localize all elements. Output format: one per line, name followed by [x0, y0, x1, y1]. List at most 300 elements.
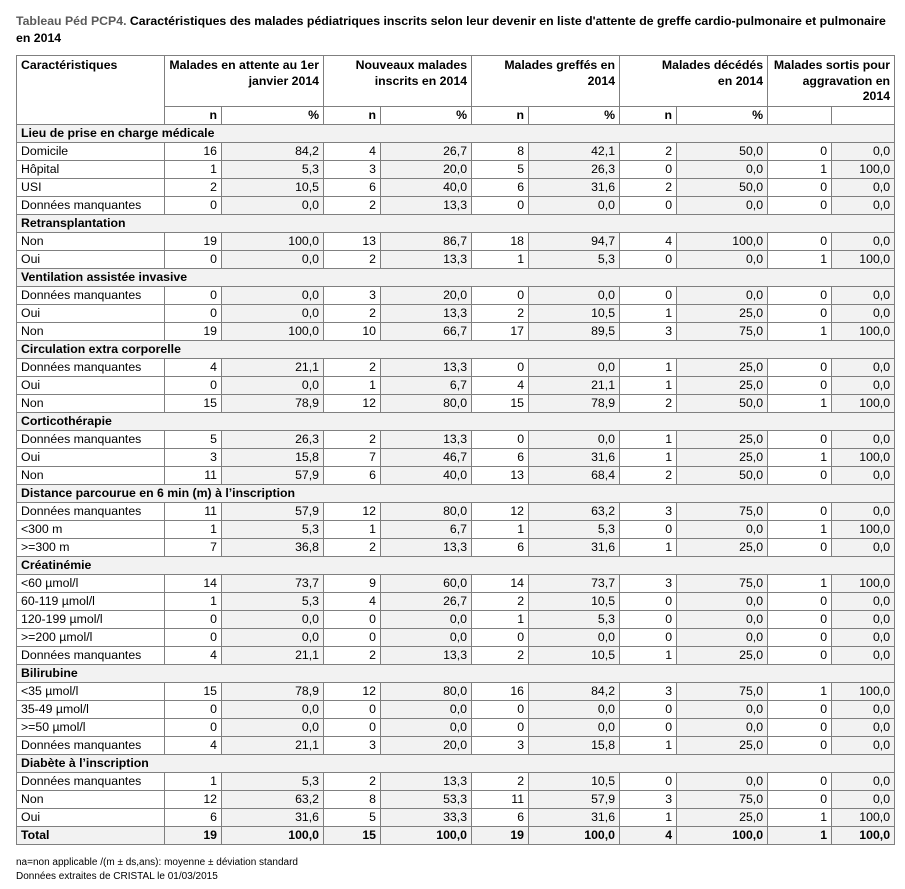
- count-cell: 14: [472, 575, 529, 593]
- row-label: Données manquantes: [17, 737, 165, 755]
- count-cell: 11: [165, 503, 222, 521]
- section-title: Créatinémie: [17, 557, 895, 575]
- count-cell: 1: [768, 521, 832, 539]
- percent-cell: 100,0: [832, 521, 895, 539]
- percent-cell: 0,0: [222, 197, 324, 215]
- percent-cell: 13,3: [381, 359, 472, 377]
- table-row: [17, 143, 895, 161]
- percent-cell: 0,0: [832, 593, 895, 611]
- row-label: Données manquantes: [17, 647, 165, 665]
- count-cell: 0: [768, 647, 832, 665]
- subheader-cell: n: [324, 107, 381, 125]
- percent-cell: 26,7: [381, 143, 472, 161]
- count-cell: 0: [768, 539, 832, 557]
- percent-cell: 0,0: [381, 719, 472, 737]
- count-cell: 1: [620, 737, 677, 755]
- count-cell: 0: [472, 197, 529, 215]
- row-label: >=50 µmol/l: [17, 719, 165, 737]
- section-row: [17, 755, 895, 773]
- percent-cell: 25,0: [677, 431, 768, 449]
- count-cell: 0: [768, 467, 832, 485]
- percent-cell: 31,6: [222, 809, 324, 827]
- percent-cell: 80,0: [381, 395, 472, 413]
- percent-cell: 0,0: [832, 179, 895, 197]
- count-cell: 0: [472, 629, 529, 647]
- count-cell: 0: [768, 143, 832, 161]
- count-cell: 0: [620, 521, 677, 539]
- table-row: [17, 287, 895, 305]
- count-cell: 3: [620, 791, 677, 809]
- count-cell: 3: [165, 449, 222, 467]
- count-cell: 0: [768, 611, 832, 629]
- count-cell: 4: [324, 143, 381, 161]
- subheader-cell: n: [472, 107, 529, 125]
- total-count-cell: 1: [768, 827, 832, 845]
- count-cell: 0: [165, 287, 222, 305]
- percent-cell: 53,3: [381, 791, 472, 809]
- table-caption: Caractéristiques des malades pédiatriques inscrits selon leur devenir en liste d'attente de greffe cardio-pulmonaire et pulmonaire en 2014: [16, 14, 886, 45]
- percent-cell: 5,3: [222, 521, 324, 539]
- table-row: [17, 647, 895, 665]
- percent-cell: 0,0: [529, 287, 620, 305]
- percent-cell: 0,0: [832, 431, 895, 449]
- percent-cell: 0,0: [832, 737, 895, 755]
- percent-cell: 80,0: [381, 503, 472, 521]
- percent-cell: 66,7: [381, 323, 472, 341]
- percent-cell: 0,0: [222, 629, 324, 647]
- subheader-cell: %: [381, 107, 472, 125]
- count-cell: 1: [768, 251, 832, 269]
- percent-cell: 0,0: [529, 359, 620, 377]
- count-cell: 16: [472, 683, 529, 701]
- count-cell: 1: [768, 323, 832, 341]
- percent-cell: 100,0: [832, 575, 895, 593]
- count-cell: 2: [620, 179, 677, 197]
- row-label: 35-49 µmol/l: [17, 701, 165, 719]
- percent-cell: 0,0: [677, 701, 768, 719]
- total-percent-cell: 100,0: [222, 827, 324, 845]
- percent-cell: 0,0: [222, 701, 324, 719]
- section-title: Lieu de prise en charge médicale: [17, 125, 895, 143]
- percent-cell: 0,0: [832, 143, 895, 161]
- percent-cell: 57,9: [222, 503, 324, 521]
- count-cell: 0: [768, 305, 832, 323]
- section-title: Ventilation assistée invasive: [17, 269, 895, 287]
- row-label: <35 µmol/l: [17, 683, 165, 701]
- percent-cell: 46,7: [381, 449, 472, 467]
- section-row: [17, 413, 895, 431]
- count-cell: 0: [768, 701, 832, 719]
- count-cell: 12: [324, 683, 381, 701]
- count-cell: 2: [165, 179, 222, 197]
- count-cell: 9: [324, 575, 381, 593]
- count-cell: 6: [165, 809, 222, 827]
- count-cell: 15: [165, 683, 222, 701]
- header-characteristics: Caractéristiques: [17, 56, 165, 125]
- percent-cell: 0,0: [677, 629, 768, 647]
- percent-cell: 89,5: [529, 323, 620, 341]
- count-cell: 0: [768, 233, 832, 251]
- percent-cell: 25,0: [677, 377, 768, 395]
- count-cell: 6: [324, 179, 381, 197]
- percent-cell: 15,8: [222, 449, 324, 467]
- percent-cell: 50,0: [677, 467, 768, 485]
- percent-cell: 57,9: [529, 791, 620, 809]
- count-cell: 1: [165, 161, 222, 179]
- percent-cell: 0,0: [222, 251, 324, 269]
- percent-cell: 100,0: [222, 233, 324, 251]
- row-label: Oui: [17, 251, 165, 269]
- percent-cell: 0,0: [529, 629, 620, 647]
- percent-cell: 50,0: [677, 179, 768, 197]
- table-row: [17, 737, 895, 755]
- count-cell: 0: [165, 305, 222, 323]
- percent-cell: 25,0: [677, 359, 768, 377]
- section-title: Bilirubine: [17, 665, 895, 683]
- percent-cell: 0,0: [381, 611, 472, 629]
- count-cell: 1: [620, 539, 677, 557]
- table-title: [16, 13, 896, 47]
- count-cell: 5: [165, 431, 222, 449]
- percent-cell: 0,0: [677, 521, 768, 539]
- percent-cell: 75,0: [677, 323, 768, 341]
- percent-cell: 0,0: [677, 773, 768, 791]
- table-row: [17, 503, 895, 521]
- table-row: [17, 359, 895, 377]
- percent-cell: 0,0: [381, 629, 472, 647]
- percent-cell: 31,6: [529, 539, 620, 557]
- percent-cell: 25,0: [677, 305, 768, 323]
- table-label: Tableau Péd PCP4.: [16, 14, 127, 28]
- percent-cell: 13,3: [381, 251, 472, 269]
- percent-cell: 57,9: [222, 467, 324, 485]
- count-cell: 11: [472, 791, 529, 809]
- count-cell: 1: [768, 449, 832, 467]
- count-cell: 4: [165, 647, 222, 665]
- count-cell: 10: [324, 323, 381, 341]
- total-percent-cell: 100,0: [529, 827, 620, 845]
- percent-cell: 25,0: [677, 647, 768, 665]
- percent-cell: 78,9: [222, 683, 324, 701]
- percent-cell: 0,0: [832, 503, 895, 521]
- count-cell: 3: [324, 737, 381, 755]
- percent-cell: 25,0: [677, 539, 768, 557]
- percent-cell: 10,5: [529, 593, 620, 611]
- subheader-cell: %: [222, 107, 324, 125]
- percent-cell: 100,0: [832, 323, 895, 341]
- percent-cell: 0,0: [677, 719, 768, 737]
- table-row: [17, 809, 895, 827]
- count-cell: 4: [165, 737, 222, 755]
- section-title: Distance parcourue en 6 min (m) à l’inscription: [17, 485, 895, 503]
- percent-cell: 5,3: [222, 773, 324, 791]
- percent-cell: 13,3: [381, 773, 472, 791]
- count-cell: 3: [620, 323, 677, 341]
- count-cell: 1: [620, 431, 677, 449]
- count-cell: 19: [165, 233, 222, 251]
- count-cell: 3: [324, 287, 381, 305]
- percent-cell: 100,0: [832, 251, 895, 269]
- section-row: [17, 665, 895, 683]
- percent-cell: 75,0: [677, 791, 768, 809]
- total-count-cell: 19: [472, 827, 529, 845]
- table-row: [17, 629, 895, 647]
- count-cell: 2: [620, 395, 677, 413]
- count-cell: 0: [768, 197, 832, 215]
- row-label: USI: [17, 179, 165, 197]
- percent-cell: 0,0: [677, 197, 768, 215]
- percent-cell: 100,0: [832, 449, 895, 467]
- percent-cell: 21,1: [222, 737, 324, 755]
- count-cell: 0: [324, 629, 381, 647]
- percent-cell: 26,7: [381, 593, 472, 611]
- row-label: Données manquantes: [17, 773, 165, 791]
- count-cell: 2: [620, 143, 677, 161]
- total-label: Total: [17, 827, 165, 845]
- percent-cell: 10,5: [529, 773, 620, 791]
- total-count-cell: 15: [324, 827, 381, 845]
- count-cell: 1: [165, 773, 222, 791]
- percent-cell: 0,0: [529, 197, 620, 215]
- row-label: Données manquantes: [17, 359, 165, 377]
- percent-cell: 50,0: [677, 395, 768, 413]
- count-cell: 0: [165, 251, 222, 269]
- table-row: [17, 719, 895, 737]
- row-label: Oui: [17, 377, 165, 395]
- subheader-cell: [832, 107, 895, 125]
- subheader-cell: %: [677, 107, 768, 125]
- count-cell: 2: [324, 539, 381, 557]
- count-cell: 18: [472, 233, 529, 251]
- count-cell: 7: [165, 539, 222, 557]
- count-cell: 2: [472, 773, 529, 791]
- count-cell: 0: [768, 791, 832, 809]
- row-label: Non: [17, 467, 165, 485]
- count-cell: 2: [324, 773, 381, 791]
- percent-cell: 78,9: [222, 395, 324, 413]
- percent-cell: 31,6: [529, 449, 620, 467]
- section-row: [17, 557, 895, 575]
- count-cell: 13: [472, 467, 529, 485]
- percent-cell: 26,3: [222, 431, 324, 449]
- count-cell: 0: [620, 773, 677, 791]
- count-cell: 0: [768, 377, 832, 395]
- percent-cell: 5,3: [529, 521, 620, 539]
- count-cell: 0: [768, 773, 832, 791]
- percent-cell: 0,0: [832, 773, 895, 791]
- percent-cell: 75,0: [677, 575, 768, 593]
- count-cell: 8: [324, 791, 381, 809]
- total-row: [17, 827, 895, 845]
- header-aggravation: Malades sortis pour aggravation en 2014: [768, 56, 895, 107]
- count-cell: 0: [165, 611, 222, 629]
- row-label: >=200 µmol/l: [17, 629, 165, 647]
- count-cell: 5: [324, 809, 381, 827]
- count-cell: 1: [620, 359, 677, 377]
- count-cell: 2: [620, 467, 677, 485]
- count-cell: 5: [472, 161, 529, 179]
- percent-cell: 100,0: [222, 323, 324, 341]
- percent-cell: 21,1: [222, 647, 324, 665]
- count-cell: 1: [620, 377, 677, 395]
- percent-cell: 78,9: [529, 395, 620, 413]
- percent-cell: 20,0: [381, 161, 472, 179]
- count-cell: 0: [620, 719, 677, 737]
- percent-cell: 25,0: [677, 809, 768, 827]
- row-label: Domicile: [17, 143, 165, 161]
- table-row: [17, 521, 895, 539]
- percent-cell: 40,0: [381, 179, 472, 197]
- table-body: [17, 125, 895, 845]
- table-row: [17, 539, 895, 557]
- count-cell: 0: [768, 359, 832, 377]
- percent-cell: 0,0: [222, 611, 324, 629]
- count-cell: 0: [472, 701, 529, 719]
- percent-cell: 0,0: [832, 719, 895, 737]
- count-cell: 0: [768, 503, 832, 521]
- count-cell: 0: [472, 719, 529, 737]
- header-new: Nouveaux malades inscrits en 2014: [324, 56, 472, 107]
- percent-cell: 13,3: [381, 197, 472, 215]
- row-label: Données manquantes: [17, 197, 165, 215]
- count-cell: 0: [620, 287, 677, 305]
- percent-cell: 0,0: [222, 305, 324, 323]
- count-cell: 2: [324, 251, 381, 269]
- section-title: Corticothérapie: [17, 413, 895, 431]
- count-cell: 0: [620, 629, 677, 647]
- table-row: [17, 395, 895, 413]
- row-label: Oui: [17, 305, 165, 323]
- row-label: Données manquantes: [17, 287, 165, 305]
- section-row: [17, 341, 895, 359]
- subheader-cell: n: [165, 107, 222, 125]
- count-cell: 3: [620, 683, 677, 701]
- percent-cell: 0,0: [529, 431, 620, 449]
- percent-cell: 73,7: [222, 575, 324, 593]
- percent-cell: 36,8: [222, 539, 324, 557]
- count-cell: 0: [768, 629, 832, 647]
- count-cell: 0: [324, 701, 381, 719]
- percent-cell: 31,6: [529, 809, 620, 827]
- count-cell: 7: [324, 449, 381, 467]
- count-cell: 0: [620, 611, 677, 629]
- percent-cell: 0,0: [832, 233, 895, 251]
- count-cell: 0: [768, 287, 832, 305]
- row-label: Non: [17, 323, 165, 341]
- percent-cell: 25,0: [677, 737, 768, 755]
- table-row: [17, 251, 895, 269]
- percent-cell: 75,0: [677, 683, 768, 701]
- count-cell: 2: [324, 197, 381, 215]
- percent-cell: 50,0: [677, 143, 768, 161]
- count-cell: 17: [472, 323, 529, 341]
- percent-cell: 75,0: [677, 503, 768, 521]
- percent-cell: 0,0: [677, 161, 768, 179]
- section-row: [17, 215, 895, 233]
- count-cell: 4: [620, 233, 677, 251]
- count-cell: 1: [324, 377, 381, 395]
- percent-cell: 33,3: [381, 809, 472, 827]
- count-cell: 3: [324, 161, 381, 179]
- percent-cell: 0,0: [677, 251, 768, 269]
- count-cell: 1: [620, 809, 677, 827]
- percent-cell: 0,0: [832, 791, 895, 809]
- total-count-cell: 19: [165, 827, 222, 845]
- row-label: >=300 m: [17, 539, 165, 557]
- percent-cell: 0,0: [832, 629, 895, 647]
- percent-cell: 40,0: [381, 467, 472, 485]
- count-cell: 0: [472, 287, 529, 305]
- count-cell: 2: [324, 431, 381, 449]
- section-row: [17, 485, 895, 503]
- table-row: [17, 701, 895, 719]
- count-cell: 4: [472, 377, 529, 395]
- total-percent-cell: 100,0: [381, 827, 472, 845]
- count-cell: 0: [768, 593, 832, 611]
- percent-cell: 100,0: [832, 161, 895, 179]
- percent-cell: 68,4: [529, 467, 620, 485]
- percent-cell: 10,5: [529, 305, 620, 323]
- row-label: <60 µmol/l: [17, 575, 165, 593]
- percent-cell: 84,2: [222, 143, 324, 161]
- table-row: [17, 305, 895, 323]
- percent-cell: 6,7: [381, 377, 472, 395]
- table-row: [17, 161, 895, 179]
- count-cell: 0: [472, 431, 529, 449]
- percent-cell: 31,6: [529, 179, 620, 197]
- percent-cell: 0,0: [832, 197, 895, 215]
- count-cell: 15: [165, 395, 222, 413]
- count-cell: 8: [472, 143, 529, 161]
- percent-cell: 0,0: [677, 593, 768, 611]
- section-title: Circulation extra corporelle: [17, 341, 895, 359]
- count-cell: 0: [472, 359, 529, 377]
- percent-cell: 5,3: [529, 251, 620, 269]
- section-title: Retransplantation: [17, 215, 895, 233]
- section-row: [17, 269, 895, 287]
- percent-cell: 0,0: [832, 377, 895, 395]
- count-cell: 0: [620, 197, 677, 215]
- table-row: [17, 593, 895, 611]
- total-percent-cell: 100,0: [832, 827, 895, 845]
- row-label: Non: [17, 791, 165, 809]
- total-percent-cell: 100,0: [677, 827, 768, 845]
- percent-cell: 0,0: [832, 467, 895, 485]
- count-cell: 0: [620, 251, 677, 269]
- count-cell: 16: [165, 143, 222, 161]
- percent-cell: 42,1: [529, 143, 620, 161]
- count-cell: 0: [768, 431, 832, 449]
- count-cell: 2: [472, 305, 529, 323]
- count-cell: 1: [768, 809, 832, 827]
- count-cell: 2: [324, 305, 381, 323]
- percent-cell: 73,7: [529, 575, 620, 593]
- percent-cell: 84,2: [529, 683, 620, 701]
- table-row: [17, 197, 895, 215]
- percent-cell: 13,3: [381, 431, 472, 449]
- percent-cell: 6,7: [381, 521, 472, 539]
- percent-cell: 13,3: [381, 539, 472, 557]
- table-row: [17, 377, 895, 395]
- count-cell: 2: [324, 647, 381, 665]
- subheader-cell: [768, 107, 832, 125]
- table-row: [17, 431, 895, 449]
- count-cell: 1: [472, 521, 529, 539]
- count-cell: 0: [620, 593, 677, 611]
- percent-cell: 5,3: [222, 161, 324, 179]
- percent-cell: 5,3: [529, 611, 620, 629]
- count-cell: 1: [472, 251, 529, 269]
